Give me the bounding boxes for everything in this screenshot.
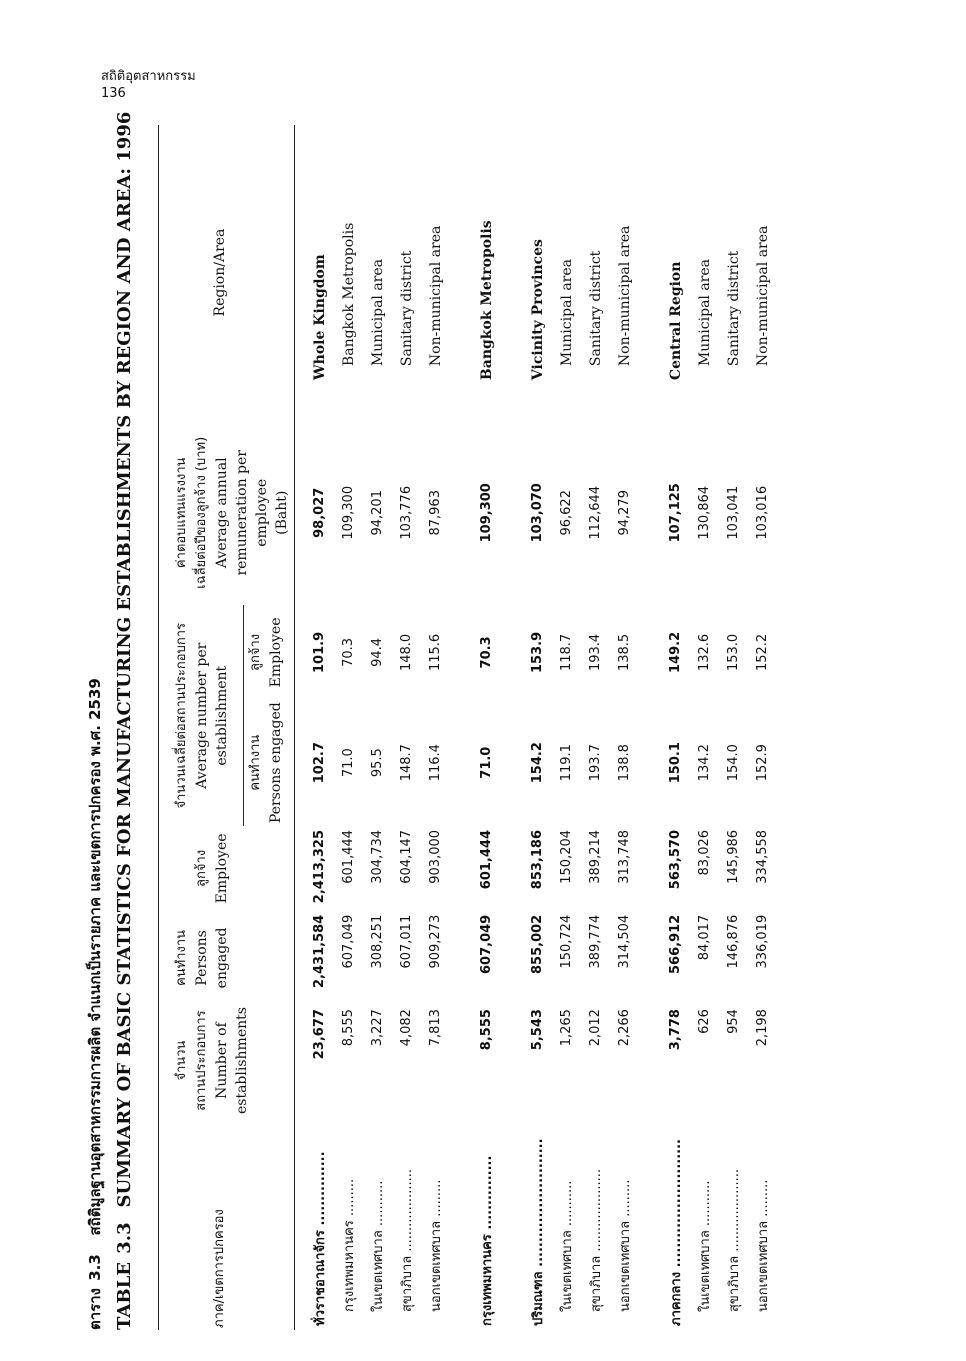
- table-body: [305, 125, 777, 1330]
- row-region-en: Whole Kingdom: [311, 254, 328, 381]
- title-en-number: 3.3: [114, 1222, 135, 1254]
- cell-persons: 909,273: [428, 914, 443, 969]
- cell-establishments: 8,555: [479, 1009, 494, 1051]
- cell-remuneration: 130,864: [697, 485, 712, 540]
- cell-persons: 607,049: [341, 914, 356, 969]
- table-row: [363, 125, 392, 1330]
- cell-avg-employee: 70.3: [479, 636, 494, 669]
- cell-establishments: 2,012: [588, 1009, 603, 1047]
- cell-persons: 607,011: [399, 914, 414, 969]
- cell-persons: 855,002: [530, 914, 545, 974]
- row-area-th: นอกเขตเทศบาล .........: [618, 1179, 633, 1312]
- row-region-en: Municipal area: [558, 258, 575, 367]
- column-header-row: [170, 125, 243, 1330]
- col-employee: ลูกจ้าง Employee: [194, 833, 230, 904]
- cell-persons: 2,431,584: [312, 914, 327, 988]
- row-region-en: Non-municipal area: [754, 225, 771, 367]
- row-area-th: นอกเขตเทศบาล .........: [429, 1179, 444, 1312]
- statistics-table: [170, 125, 777, 1330]
- cell-avg-employee: 193.4: [588, 633, 603, 672]
- row-area-th: นอกเขตเทศบาล .........: [756, 1179, 771, 1312]
- row-area-th: ภาคกลาง ..........................: [669, 1139, 684, 1326]
- cell-remuneration: 94,279: [617, 490, 632, 536]
- col-area-th: ภาค/เขตการปกครอง: [212, 1209, 227, 1328]
- col-establishments: จำนวน สถานประกอบการ Number of establishments: [174, 1007, 250, 1115]
- cell-avg-persons: 148.7: [399, 744, 414, 782]
- group-spacer: [450, 125, 472, 1330]
- table-row: [305, 125, 334, 1330]
- cell-avg-employee: 118.7: [559, 633, 574, 672]
- table-row: [552, 125, 581, 1330]
- table-row: [392, 125, 421, 1330]
- table-row: [719, 125, 748, 1330]
- cell-avg-persons: 138.8: [617, 744, 632, 782]
- title-en-label: TABLE: [114, 1262, 135, 1330]
- cell-establishments: 1,265: [559, 1009, 574, 1047]
- table-row: [581, 125, 610, 1330]
- cell-avg-employee: 138.5: [617, 633, 632, 672]
- row-area-th: ในเขตเทศบาล ...........: [698, 1180, 713, 1312]
- row-region-en: Bangkok Metropolis: [340, 222, 357, 367]
- cell-remuneration: 98,027: [312, 487, 327, 538]
- cell-avg-persons: 95.5: [370, 748, 385, 778]
- col-average-group: จำนวนเฉลี่ยต่อสถานประกอบการ Average number per establishment: [170, 605, 243, 826]
- cell-establishments: 4,082: [399, 1009, 414, 1047]
- cell-avg-persons: 154.0: [726, 744, 741, 782]
- cell-persons: 308,251: [370, 914, 385, 969]
- row-region-en: Bangkok Metropolis: [478, 220, 495, 381]
- cell-persons: 146,876: [726, 914, 741, 969]
- cell-employee: 150,204: [559, 829, 574, 884]
- cell-avg-employee: 152.2: [755, 633, 770, 672]
- cell-remuneration: 94,201: [370, 490, 385, 536]
- cell-remuneration: 103,776: [399, 485, 414, 540]
- title-th-text: สถิติมูลฐานอุตสาหกรรมการผลิต จำแนกเป็นรายภาค และเขตการปกครอง พ.ศ. 2539: [86, 678, 104, 1236]
- cell-remuneration: 107,125: [668, 483, 683, 543]
- cell-employee: 903,000: [428, 829, 443, 884]
- cell-establishments: 2,266: [617, 1009, 632, 1047]
- cell-avg-persons: 102.7: [312, 742, 327, 784]
- col-remuneration: ค่าตอบแทนแรงงาน เฉลี่ยต่อปีของลูกจ้าง (บาท) Average annual remuneration per employee (Baht): [174, 436, 290, 589]
- table-row: [661, 125, 690, 1330]
- cell-avg-persons: 150.1: [668, 742, 683, 784]
- cell-establishments: 954: [726, 1009, 741, 1034]
- cell-persons: 566,912: [668, 914, 683, 974]
- cell-avg-persons: 119.1: [559, 744, 574, 782]
- cell-employee: 853,186: [530, 829, 545, 890]
- cell-avg-persons: 134.2: [697, 744, 712, 782]
- cell-establishments: 23,677: [312, 1009, 327, 1060]
- cell-remuneration: 96,622: [559, 490, 574, 536]
- cell-remuneration: 103,070: [530, 483, 545, 543]
- cell-avg-employee: 94.4: [370, 637, 385, 667]
- row-area-th: ในเขตเทศบาล ...........: [371, 1180, 386, 1312]
- cell-establishments: 5,543: [530, 1009, 545, 1051]
- col-avg-employee: ลูกจ้าง Employee: [247, 617, 284, 688]
- cell-avg-persons: 152.9: [755, 744, 770, 782]
- page-number: 136: [101, 86, 126, 101]
- table-row: [421, 125, 450, 1330]
- table-row: [523, 125, 552, 1330]
- cell-avg-employee: 70.3: [341, 637, 356, 667]
- cell-persons: 389,774: [588, 914, 603, 969]
- table-row: [690, 125, 719, 1330]
- cell-employee: 601,444: [479, 829, 494, 890]
- cell-employee: 563,570: [668, 829, 683, 890]
- cell-avg-employee: 149.2: [668, 631, 683, 673]
- publication-name: สถิติอุตสาหกรรม: [101, 69, 196, 84]
- row-region-en: Sanitary district: [725, 250, 742, 367]
- cell-avg-employee: 115.6: [428, 633, 443, 672]
- cell-establishments: 8,555: [341, 1009, 356, 1047]
- cell-remuneration: 103,041: [726, 485, 741, 540]
- cell-persons: 314,504: [617, 914, 632, 969]
- cell-remuneration: 103,016: [755, 485, 770, 540]
- cell-avg-employee: 153.9: [530, 631, 545, 673]
- row-area-th: กรุงเทพมหานคร ...............: [480, 1155, 495, 1326]
- cell-remuneration: 87,963: [428, 490, 443, 536]
- cell-establishments: 2,198: [755, 1009, 770, 1047]
- cell-employee: 145,986: [726, 829, 741, 884]
- table-row: [610, 125, 639, 1330]
- cell-persons: 607,049: [479, 914, 494, 974]
- table-row: [748, 125, 777, 1330]
- title-en-text: SUMMARY OF BASIC STATISTICS FOR MANUFACTURING ESTABLISHMENTS BY REGION AND AREA: 1996: [114, 111, 135, 1208]
- cell-establishments: 626: [697, 1009, 712, 1034]
- row-region-en: Non-municipal area: [427, 225, 444, 367]
- cell-persons: 150,724: [559, 914, 574, 969]
- row-region-en: Central Region: [667, 261, 684, 381]
- cell-employee: 601,444: [341, 829, 356, 884]
- cell-employee: 304,734: [370, 829, 385, 884]
- cell-employee: 313,748: [617, 829, 632, 884]
- title-th-number: 3.3: [86, 1254, 104, 1281]
- cell-avg-employee: 153.0: [726, 633, 741, 672]
- table-row: [334, 125, 363, 1330]
- cell-avg-employee: 132.6: [697, 633, 712, 672]
- cell-avg-persons: 154.2: [530, 742, 545, 784]
- cell-remuneration: 109,300: [479, 483, 494, 543]
- row-area-th: สุขาภิบาล ....................: [727, 1169, 742, 1312]
- row-region-en: Municipal area: [696, 258, 713, 367]
- cell-avg-persons: 71.0: [479, 746, 494, 779]
- cell-avg-employee: 101.9: [312, 631, 327, 673]
- table-row: [472, 125, 501, 1330]
- row-region-en: Non-municipal area: [616, 225, 633, 367]
- cell-establishments: 3,778: [668, 1009, 683, 1051]
- cell-employee: 389,214: [588, 829, 603, 884]
- row-area-th: สุขาภิบาล ....................: [400, 1169, 415, 1312]
- row-area-th: ปริมณฑล ..........................: [531, 1138, 546, 1326]
- cell-persons: 84,017: [697, 914, 712, 961]
- row-region-en: Vicinity Provinces: [529, 239, 546, 381]
- rotated-table-sheet: [80, 111, 900, 1330]
- row-area-th: ทั่วราชอาณาจักร ...............: [313, 1151, 328, 1326]
- row-region-en: Sanitary district: [398, 250, 415, 367]
- cell-avg-persons: 71.0: [341, 748, 356, 778]
- cell-avg-persons: 116.4: [428, 744, 443, 782]
- col-region: Region/Area: [212, 228, 228, 317]
- group-spacer: [639, 125, 661, 1330]
- row-area-th: สุขาภิบาล ....................: [589, 1169, 604, 1312]
- row-area-th: กรุงเทพมหานคร .........: [342, 1178, 357, 1312]
- top-rule: [158, 125, 159, 1330]
- cell-establishments: 7,813: [428, 1009, 443, 1047]
- cell-avg-persons: 193.7: [588, 744, 603, 782]
- cell-establishments: 3,227: [370, 1009, 385, 1047]
- page-header: [101, 68, 196, 102]
- cell-remuneration: 112,644: [588, 485, 603, 540]
- cell-employee: 2,413,325: [312, 829, 327, 904]
- cell-avg-employee: 148.0: [399, 633, 414, 672]
- cell-persons: 336,019: [755, 914, 770, 969]
- title-th-label: ตาราง: [86, 1288, 104, 1330]
- group-spacer: [501, 125, 523, 1330]
- row-region-en: Sanitary district: [587, 250, 604, 367]
- row-area-th: ในเขตเทศบาล ...........: [560, 1180, 575, 1312]
- row-region-en: Municipal area: [369, 258, 386, 367]
- col-persons: คนทำงาน Persons engaged: [174, 927, 230, 989]
- cell-employee: 604,147: [399, 829, 414, 884]
- cell-employee: 334,558: [755, 829, 770, 884]
- col-avg-persons: คนทำงาน Persons engaged: [247, 702, 284, 824]
- cell-employee: 83,026: [697, 829, 712, 876]
- table-title: [80, 111, 140, 1330]
- cell-remuneration: 109,300: [341, 485, 356, 540]
